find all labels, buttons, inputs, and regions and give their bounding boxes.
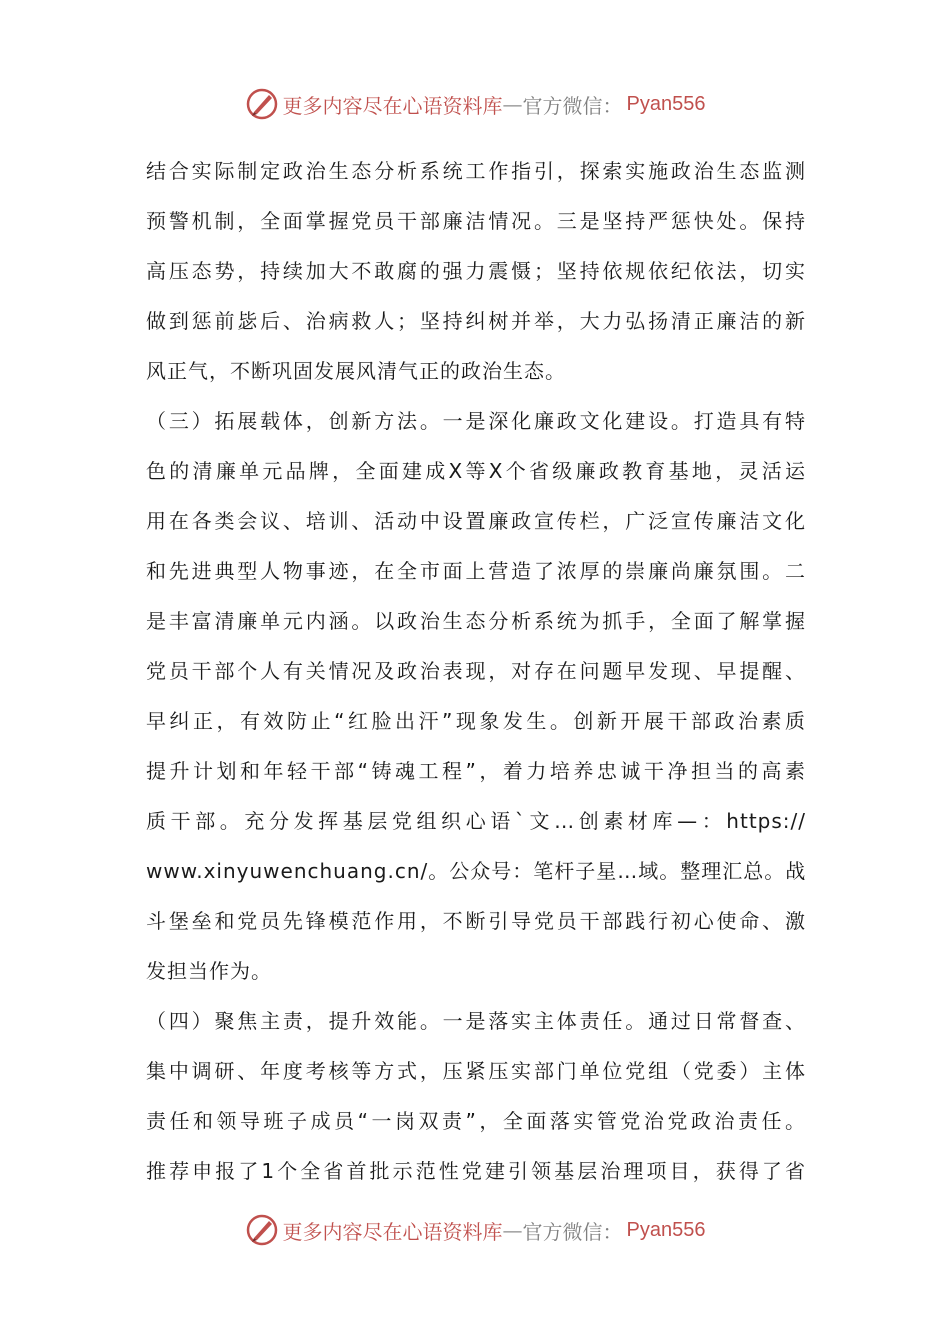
pen-logo-icon <box>245 1213 279 1247</box>
text-line: 提升计划和年轻干部“铸魂工程”，着力培养忠诚干净担当的高素 <box>146 759 806 783</box>
text-line: 斗堡垒和党员先锋模范作用，不断引导党员干部践行初心使命、激 <box>146 909 806 933</box>
text-line: 发担当作为。 <box>146 959 272 983</box>
banner-wechat-id: Pyan556 <box>626 1218 706 1241</box>
text-line: 是丰富清廉单元内涵。以政治生态分析系统为抓手，全面了解掌握 <box>146 609 806 633</box>
text-line: 和先进典型人物事迹，在全市面上营造了浓厚的崇廉尚廉氛围。二 <box>146 559 806 583</box>
banner-separator: — <box>502 1218 523 1242</box>
text-line: 高压态势，持续加大不敢腐的强力震慑；坚持依规依纪依法，切实 <box>146 259 806 283</box>
text-line: 早纠正，有效防止“红脸出汗”现象发生。创新开展干部政治素质 <box>146 709 806 733</box>
text-line: 做到惩前毖后、治病救人；坚持纠树并举，大力弘扬清正廉洁的新 <box>146 309 806 333</box>
text-line: 色的清廉单元品牌，全面建成X等X个省级廉政教育基地，灵活运 <box>146 459 806 483</box>
text-line: 用在各类会议、培训、活动中设置廉政宣传栏，广泛宣传廉洁文化 <box>146 509 806 533</box>
text-line: 风正气，不断巩固发展风清气正的政治生态。 <box>146 359 566 383</box>
footer-banner <box>0 1208 950 1252</box>
banner-official-label: 官方微信： <box>522 93 623 118</box>
header-banner <box>0 82 950 126</box>
text-line: 结合实际制定政治生态分析系统工作指引，探索实施政治生态监测 <box>146 159 806 183</box>
banner-brand-text: 更多内容尽在心语资料库 <box>282 1219 503 1244</box>
text-line: 责任和领导班子成员“一岗双责”，全面落实管党治党政治责任。 <box>146 1109 806 1133</box>
text-line: 党员干部个人有关情况及政治表现，对存在问题早发现、早提醒、 <box>146 659 806 683</box>
banner-brand-text: 更多内容尽在心语资料库 <box>282 93 503 118</box>
text-line: （四）聚焦主责，提升效能。一是落实主体责任。通过日常督查、 <box>146 1009 806 1033</box>
banner-official-label: 官方微信： <box>522 1219 623 1244</box>
banner-wechat-id: Pyan556 <box>626 92 706 115</box>
text-line: 质干部。充分发挥基层党组织心语`文…创素材库—：https:// <box>146 809 806 833</box>
text-line: www.xinyuwenchuang.cn/。公众号：笔杆子星…域。整理汇总。战 <box>146 859 807 883</box>
text-line: 预警机制，全面掌握党员干部廉洁情况。三是坚持严惩快处。保持 <box>146 209 806 233</box>
text-line: 推荐申报了1个全省首批示范性党建引领基层治理项目，获得了省 <box>146 1159 806 1183</box>
pen-logo-icon <box>245 87 279 121</box>
text-line: 集中调研、年度考核等方式，压紧压实部门单位党组（党委）主体 <box>146 1059 806 1083</box>
document-body <box>146 146 806 1196</box>
text-line: （三）拓展载体，创新方法。一是深化廉政文化建设。打造具有特 <box>146 409 806 433</box>
banner-separator: — <box>502 92 523 116</box>
